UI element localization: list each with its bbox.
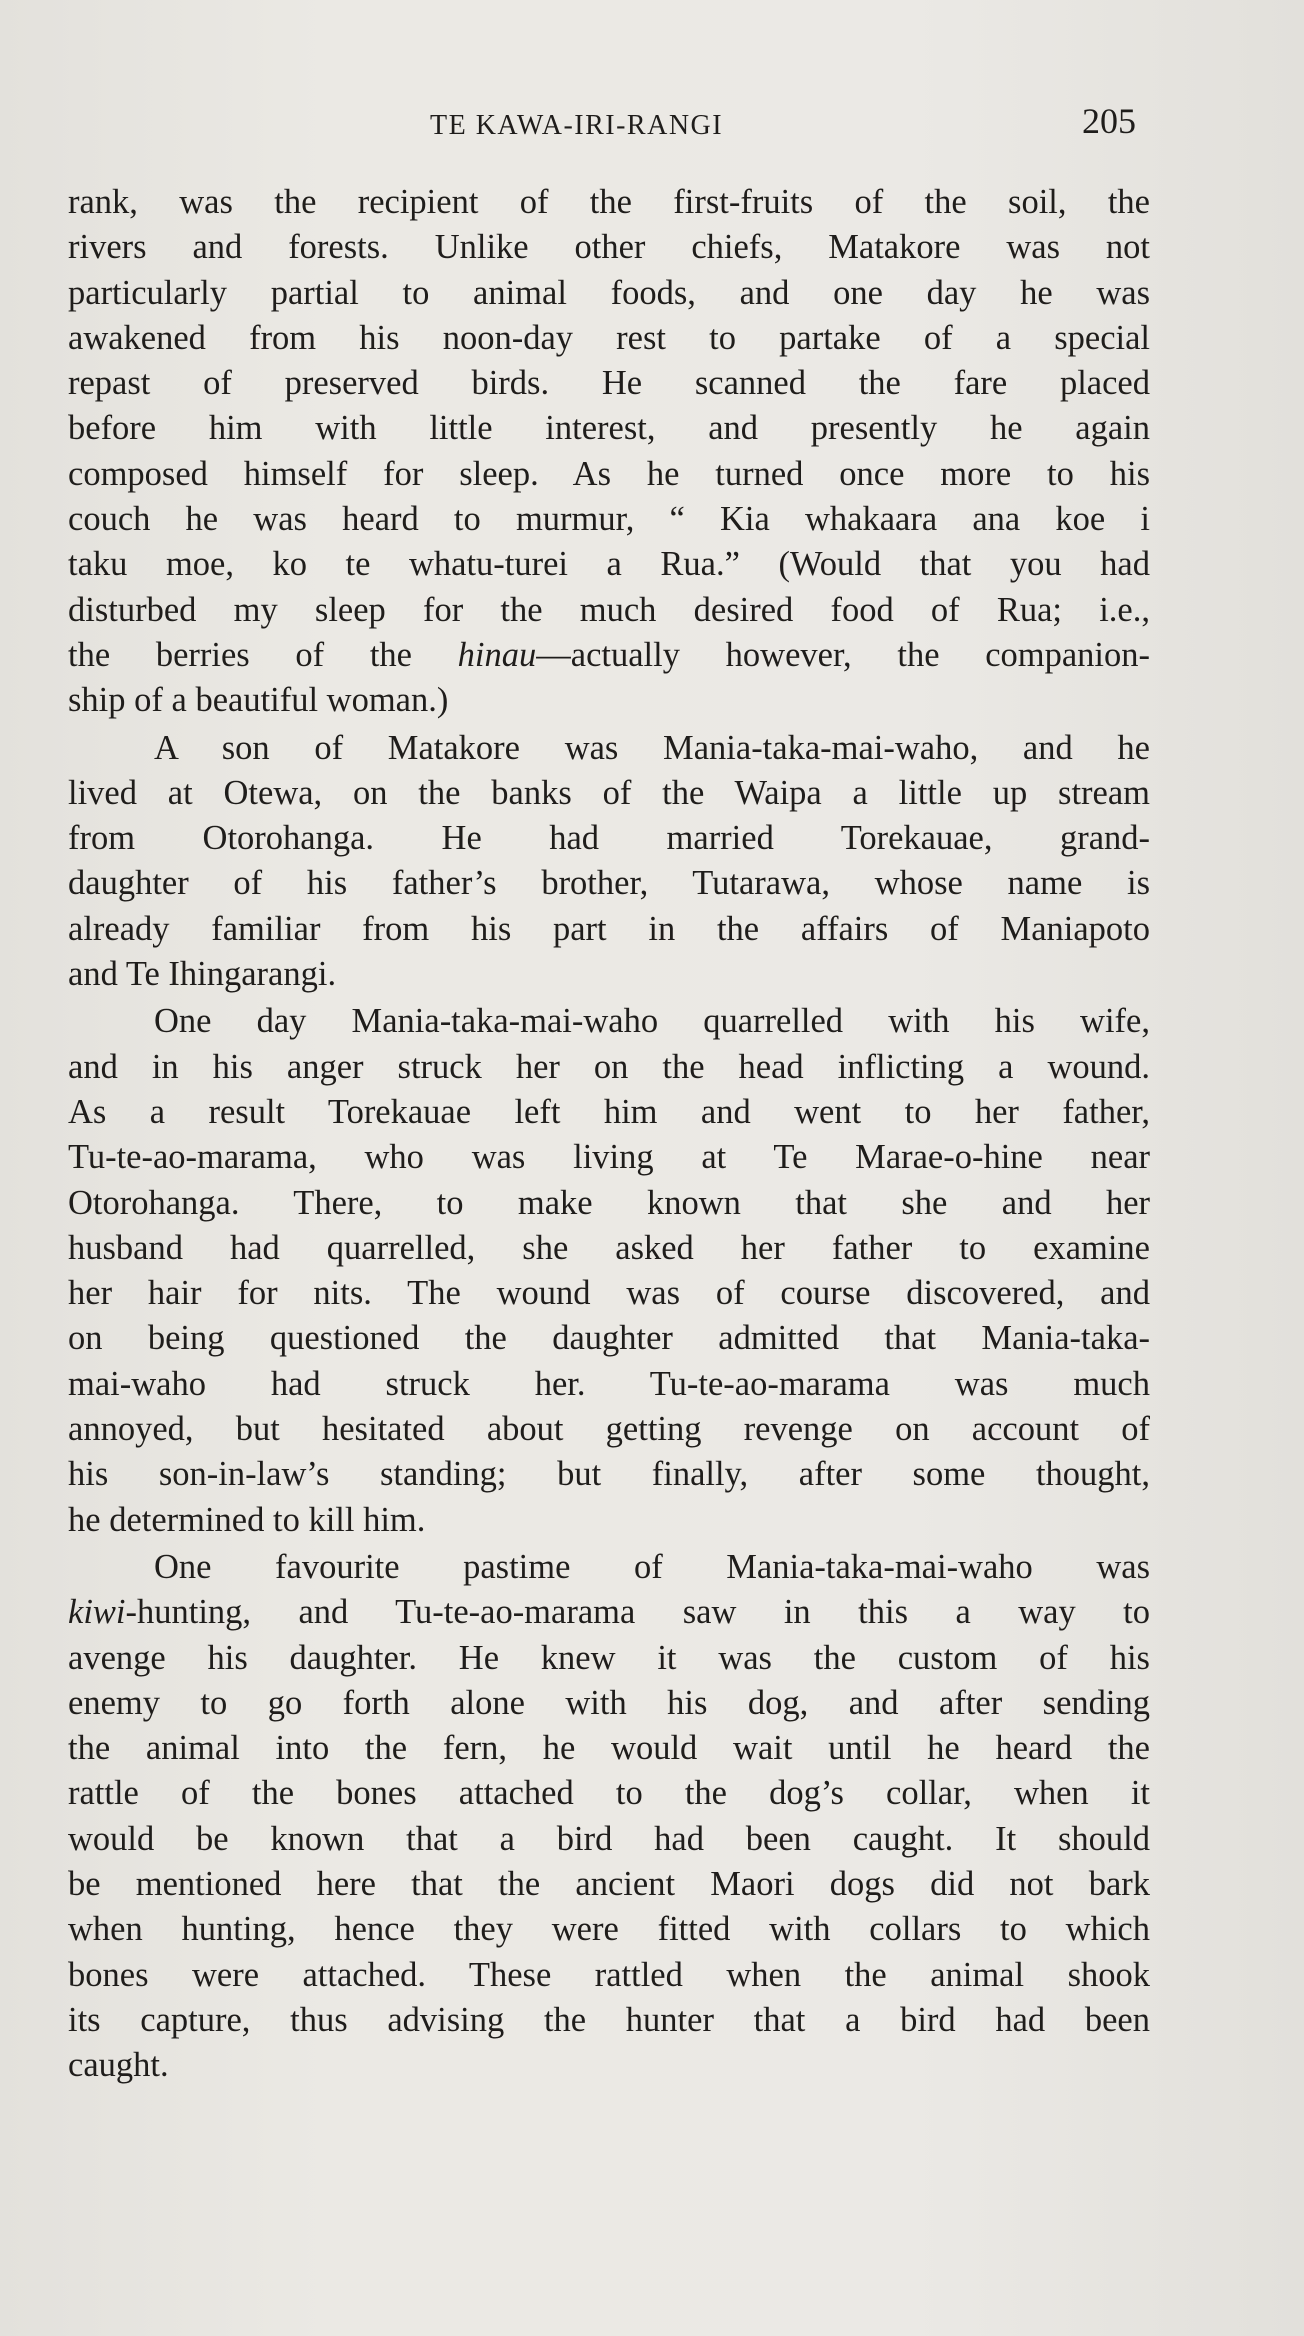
text-line: on being questioned the daughter admitted that Mania-taka- [68, 1319, 1150, 1358]
text-line: annoyed, but hesitated about getting revenge on account of [68, 1410, 1150, 1449]
page-number: 205 [1082, 101, 1136, 141]
text-line: avenge his daughter. He knew it was the custom of his [68, 1638, 1150, 1677]
italic-term: kiwi [68, 1593, 126, 1632]
running-title: TE KAWA-IRI-RANGI [430, 110, 724, 141]
text-line: bones were attached. These rattled when the animal shook [68, 1955, 1150, 1994]
text-line: and in his anger struck her on the head inflicting a wound. [68, 1047, 1150, 1086]
text-line: rattle of the bones attached to the dog’s collar, when it [68, 1774, 1150, 1813]
text-line: the animal into the fern, he would wait until he heard the [68, 1729, 1150, 1768]
paragraph-matakore [68, 180, 1150, 724]
running-head [0, 100, 1304, 146]
text-line: when hunting, hence they were fitted with collars to which [68, 1910, 1150, 1949]
text-line: be mentioned here that the ancient Maori dogs did not bark [68, 1864, 1150, 1903]
text-line: As a result Torekauae left him and went to her father, [68, 1092, 1150, 1131]
text-line: One day Mania-taka-mai-waho quarrelled with his wife, [154, 1002, 1150, 1041]
italic-term: hinau [457, 635, 537, 674]
text-run: the berries of the [68, 635, 458, 674]
text-line [68, 1590, 1150, 1635]
text-line: Otorohanga. There, to make known that she and her [68, 1183, 1150, 1222]
body-text [68, 180, 1150, 2088]
text-line: its capture, thus advising the hunter that a bird had been [68, 2000, 1150, 2039]
text-line: from Otorohanga. He had married Torekauae, grand- [68, 819, 1150, 858]
text-line: A son of Matakore was Mania-taka-mai-waho, and he [154, 728, 1150, 767]
text-line: would be known that a bird had been caught. It should [68, 1819, 1150, 1858]
text-line: rivers and forests. Unlike other chiefs, Matakore was not [68, 228, 1150, 267]
text-line: caught. [68, 2046, 169, 2085]
text-line: before him with little interest, and presently he again [68, 409, 1150, 448]
text-line: awakened from his noon-day rest to partake of a special [68, 318, 1150, 357]
text-line [68, 633, 1150, 678]
text-line: ship of a beautiful woman.) [68, 681, 449, 720]
text-line: already familiar from his part in the affairs of Maniapoto [68, 909, 1150, 948]
text-line: composed himself for sleep. As he turned once more to his [68, 454, 1150, 493]
text-line: One favourite pastime of Mania-taka-mai-waho was [154, 1547, 1150, 1586]
text-line: her hair for nits. The wound was of course discovered, and [68, 1274, 1150, 1313]
text-line: enemy to go forth alone with his dog, and after sending [68, 1683, 1150, 1722]
text-line: particularly partial to animal foods, and one day he was [68, 273, 1150, 312]
paragraph-kiwi-hunting [68, 1545, 1150, 2089]
text-line: lived at Otewa, on the banks of the Waipa a little up stream [68, 773, 1150, 812]
paragraph-mania-taka-mai-waho [68, 726, 1150, 998]
text-line: couch he was heard to murmur, “ Kia whakaara ana koe i [68, 500, 1150, 539]
text-line: daughter of his father’s brother, Tutarawa, whose name is [68, 864, 1150, 903]
text-line: repast of preserved birds. He scanned the fare placed [68, 364, 1150, 403]
text-line: his son-in-law’s standing; but finally, after some thought, [68, 1455, 1150, 1494]
text-line: disturbed my sleep for the much desired food of Rua; i.e., [68, 590, 1150, 629]
paragraph-quarrel [68, 999, 1150, 1543]
text-run: —actually however, the companion- [536, 635, 1150, 674]
text-line: taku moe, ko te whatu-turei a Rua.” (Would that you had [68, 545, 1150, 584]
text-line: rank, was the recipient of the first-fruits of the soil, the [68, 183, 1150, 221]
text-run: -hunting, and Tu-te-ao-marama saw in this a way to [125, 1593, 1150, 1632]
text-line: he determined to kill him. [68, 1500, 426, 1539]
text-line: Tu-te-ao-marama, who was living at Te Marae-o-hine near [68, 1138, 1150, 1177]
text-line: and Te Ihingarangi. [68, 955, 337, 994]
text-line: husband had quarrelled, she asked her father to examine [68, 1228, 1150, 1267]
text-line: mai-waho had struck her. Tu-te-ao-marama was much [68, 1364, 1150, 1403]
